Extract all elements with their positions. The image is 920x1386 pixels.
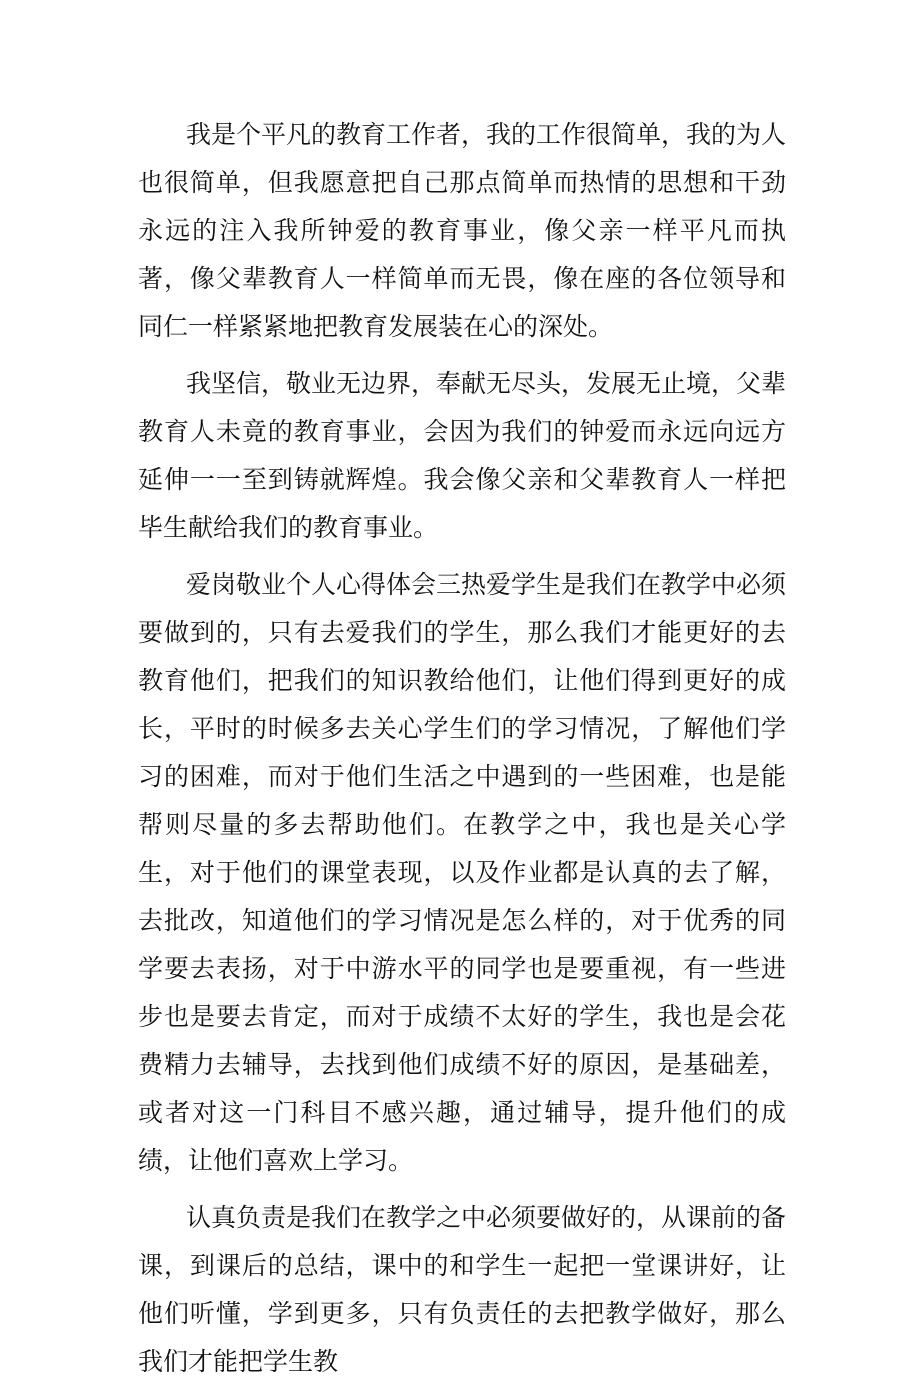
paragraph-3: 爱岗敬业个人心得体会三热爱学生是我们在教学中必须要做到的，只有去爱我们的学生，那么我们才能更好的去教育他们，把我们的知识教给他们，让他们得到更好的成长，平时的时候多去关心学生们的学习情况，了解他们学习的困难，而对于他们生活之中遇到的一些困难，也是能帮则尽量的多去帮助他们。在教学之中，我也是关心学生，对于他们的课堂表现，以及作业都是认真的去了解，去批改，知道他们的学习情况是怎么样的，对于优秀的同学要去表扬，对于中游水平的同学也是要重视，有一些进步也是要去肯定，而对于成绩不太好的学生，我也是会花费精力去辅导，去找到他们成绩不好的原因，是基础差，或者对这一门科目不感兴趣，通过辅导，提升他们的成绩，让他们喜欢上学习。	[138, 570, 787, 1175]
document-body	[138, 111, 786, 1386]
paragraph-4: 认真负责是我们在教学之中必须要做好的，从课前的备课，到课后的总结，课中的和学生一起把一堂课讲好，让他们听懂，学到更多，只有负责任的去把教学做好，那么我们才能把学生教	[138, 1203, 787, 1376]
paragraph-1: 我是个平凡的教育工作者，我的工作很简单，我的为人也很简单，但我愿意把自己那点简单而热情的思想和干劲永远的注入我所钟爱的教育事业，像父亲一样平凡而执著，像父辈教育人一样简单而无畏，像在座的各位领导和同仁一样紧紧地把教育发展装在心的深处。	[138, 120, 787, 341]
paragraph-2: 我坚信，敬业无边界，奉献无尽头，发展无止境，父辈教育人未竟的教育事业，会因为我们的钟爱而永远向远方延伸一一至到铸就辉煌。我会像父亲和父辈教育人一样把毕生献给我们的教育事业。	[138, 369, 787, 542]
